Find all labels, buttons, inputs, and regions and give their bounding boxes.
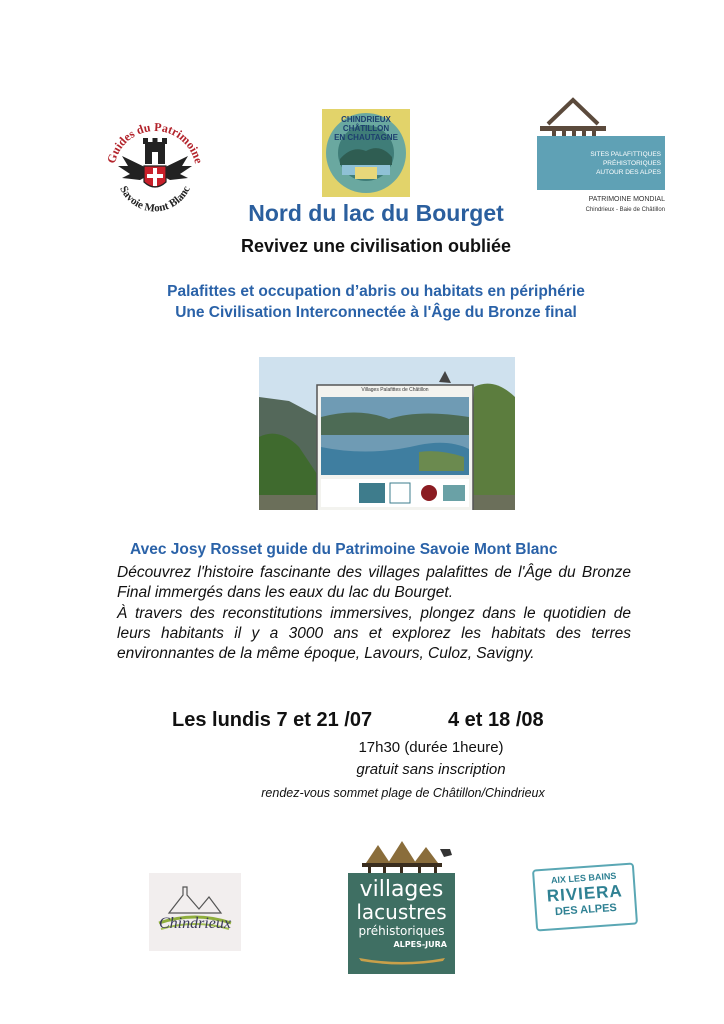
canoe-icon [357, 954, 447, 966]
villages-lacustres-panel: villages lacustres préhistoriques ALPES-JURA [348, 873, 455, 974]
aix-riviera-badge: AIX LES BAINS RIVIERA DES ALPES [532, 863, 638, 932]
chindrieux-logo [149, 873, 241, 951]
chindrieux-village-icon [149, 873, 241, 951]
page-title: Nord du lac du Bourget [248, 200, 504, 226]
sites-palafittiques-caption: PATRIMOINE MONDIAL Chindrieux - Baie de Châtillon [585, 196, 665, 213]
aix-riviera-logo [532, 863, 638, 932]
theme-line-1: Palafittes et occupation d’abris ou habitats en périphérie [167, 283, 585, 300]
lake-photo [259, 357, 515, 510]
description-paragraph-1: Découvrez l'histoire fascinante des villages palafittes de l'Âge du Bronze Final immergés dans les eaux du lac du Bourget. [117, 564, 631, 602]
page-subtitle: Revivez une civilisation oubliée [240, 236, 512, 256]
villages-lacustres-logo [348, 835, 455, 974]
svg-text:Savoie Mont Blanc: Savoie Mont Blanc [117, 184, 193, 215]
dates-july: Les lundis 7 et 21 /07 [172, 709, 373, 731]
photo-panel-title: Villages Palafittes de Châtillon [361, 387, 429, 393]
svg-text:Guides du Patrimoine: Guides du Patrimoine [104, 119, 206, 166]
chindrieux-badge-text: CHINDRIEUX CHÂTILLON EN CHAUTAGNE [334, 115, 398, 142]
meeting-point: rendez-vous sommet plage de Châtillon/Chindrieux [261, 786, 545, 800]
guide-line: Avec Josy Rosset guide du Patrimoine Savoie Mont Blanc [130, 541, 558, 558]
sites-palafittiques-banner: SITES PALAFITTIQUES PRÉHISTORIQUES AUTOUR DES ALPES [537, 136, 665, 190]
chindrieux-chatillon-badge-logo [322, 109, 410, 197]
chindrieux-logo-text: Chindrieux [159, 915, 231, 932]
dates-august: 4 et 18 /08 [448, 709, 544, 731]
description-paragraph-2: À travers des reconstitutions immersives, plongez dans le quotidien de leurs habitants il y a 3000 ans et explorez les habitats des terres environnantes de la même époque, Lavours, Culoz, Savigny. [117, 604, 631, 663]
description [117, 563, 631, 664]
theme-line-2: Une Civilisation Interconnectée à l'Âge du Bronze final [175, 304, 577, 321]
event-price: gratuit sans inscription [356, 761, 506, 778]
event-time: 17h30 (durée 1heure) [358, 739, 504, 756]
